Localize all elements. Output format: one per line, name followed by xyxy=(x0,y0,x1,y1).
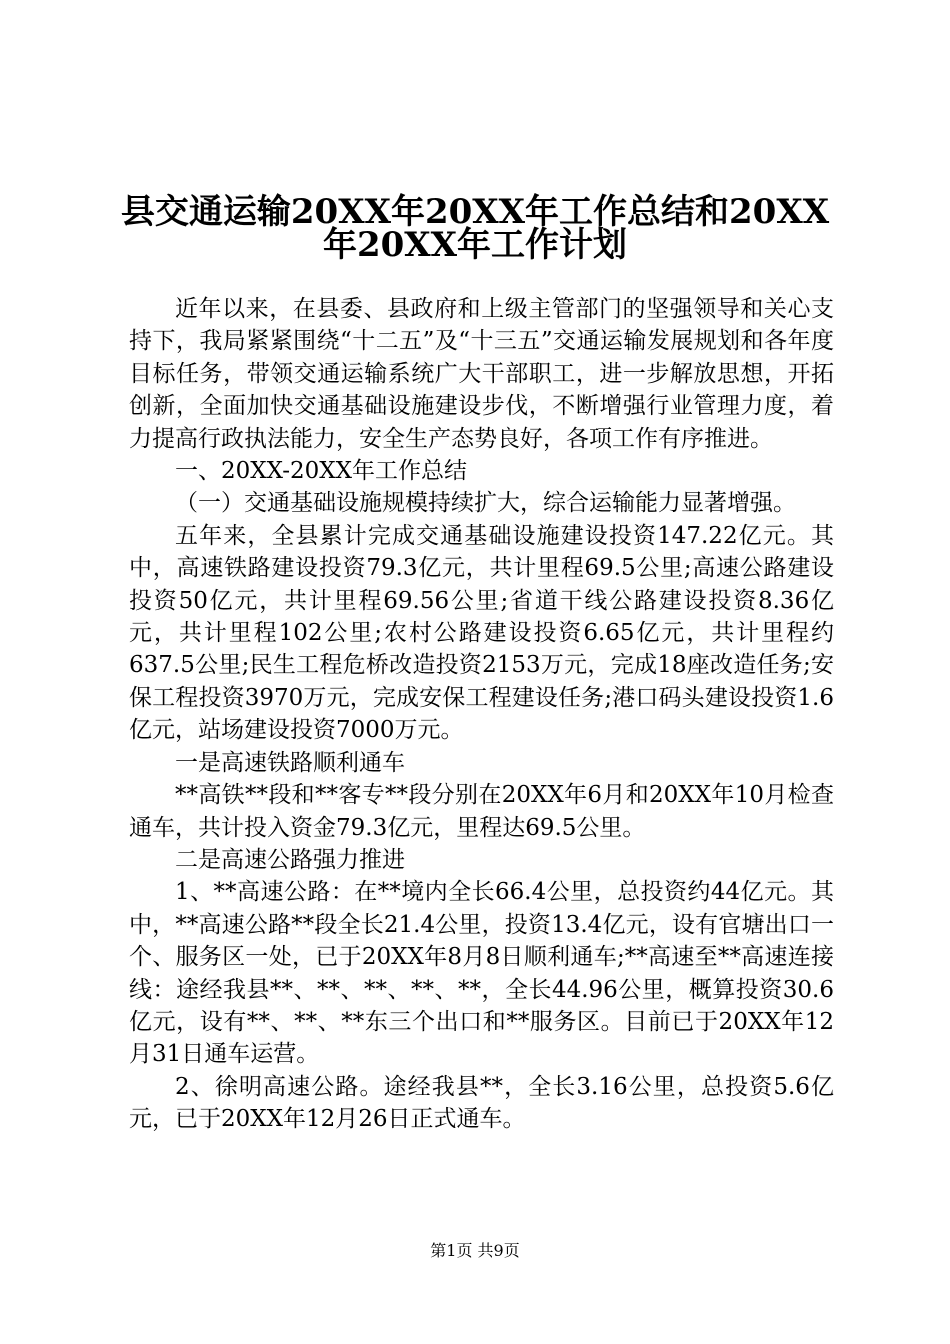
document-title-line-1: 县交通运输20XX年20XX年工作总结和20XX xyxy=(120,192,830,232)
document-title-line-2: 年20XX年工作计划 xyxy=(322,225,628,265)
item-heading: 二是高速公路强力推进 xyxy=(175,846,405,873)
body-paragraph: 1、**高速公路：在**境内全长66.4公里，总投资约44亿元。其中，**高速公路**段全长21.4公里，投资13.4亿元，设有官塘出口一个、服务区一处，已于20XX年8月8日顺利通车;**高速至**高速连接线：途经我县**、**、**、**、**，全长44.96公里，概算投资30.6亿元，设有**、**、**东三个出口和**服务区。目前已于20XX年12月31日通车运营。 xyxy=(129,879,834,1068)
intro-paragraph: 近年以来，在县委、县政府和上级主管部门的坚强领导和关心支持下，我局紧紧围绕“十二五”及“十三五”交通运输发展规划和各年度目标任务，带领交通运输系统广大干部职工，进一步解放思想，开拓创新，全面加快交通基础设施建设步伐，不断增强行业管理力度，着力提高行政执法能力，安全生产态势良好，各项工作有序推进。 xyxy=(129,296,834,452)
item-heading: 一是高速铁路顺利通车 xyxy=(175,749,405,776)
section-heading: 一、20XX-20XX年工作总结 xyxy=(175,458,467,485)
body-paragraph: 2、徐明高速公路。途经我县**，全长3.16公里，总投资5.6亿元，已于20XX年12月26日正式通车。 xyxy=(129,1073,834,1133)
body-paragraph: **高铁**段和**客专**段分别在20XX年6月和20XX年10月检查通车，共计投入资金79.3亿元，里程达69.5公里。 xyxy=(129,782,834,841)
body-paragraph: 五年来，全县累计完成交通基础设施建设投资147.22亿元。其中，高速铁路建设投资79.3亿元，共计里程69.5公里;高速公路建设投资50亿元，共计里程69.56公里;省道干线公路建设投资8.36亿元，共计里程102公里;农村公路建设投资6.65亿元，共计里程约637.5公里;民生工程危桥改造投资2153万元，完成18座改造任务;安保工程投资3970万元，完成安保工程建设任务;港口码头建设投资1.6亿元，站场建设投资7000万元。 xyxy=(129,522,834,744)
document-body xyxy=(129,293,834,1136)
page-footer: 第1页 共9页 xyxy=(430,1241,520,1260)
subsection-heading: （一）交通基础设施规模持续扩大，综合运输能力显著增强。 xyxy=(175,490,796,517)
